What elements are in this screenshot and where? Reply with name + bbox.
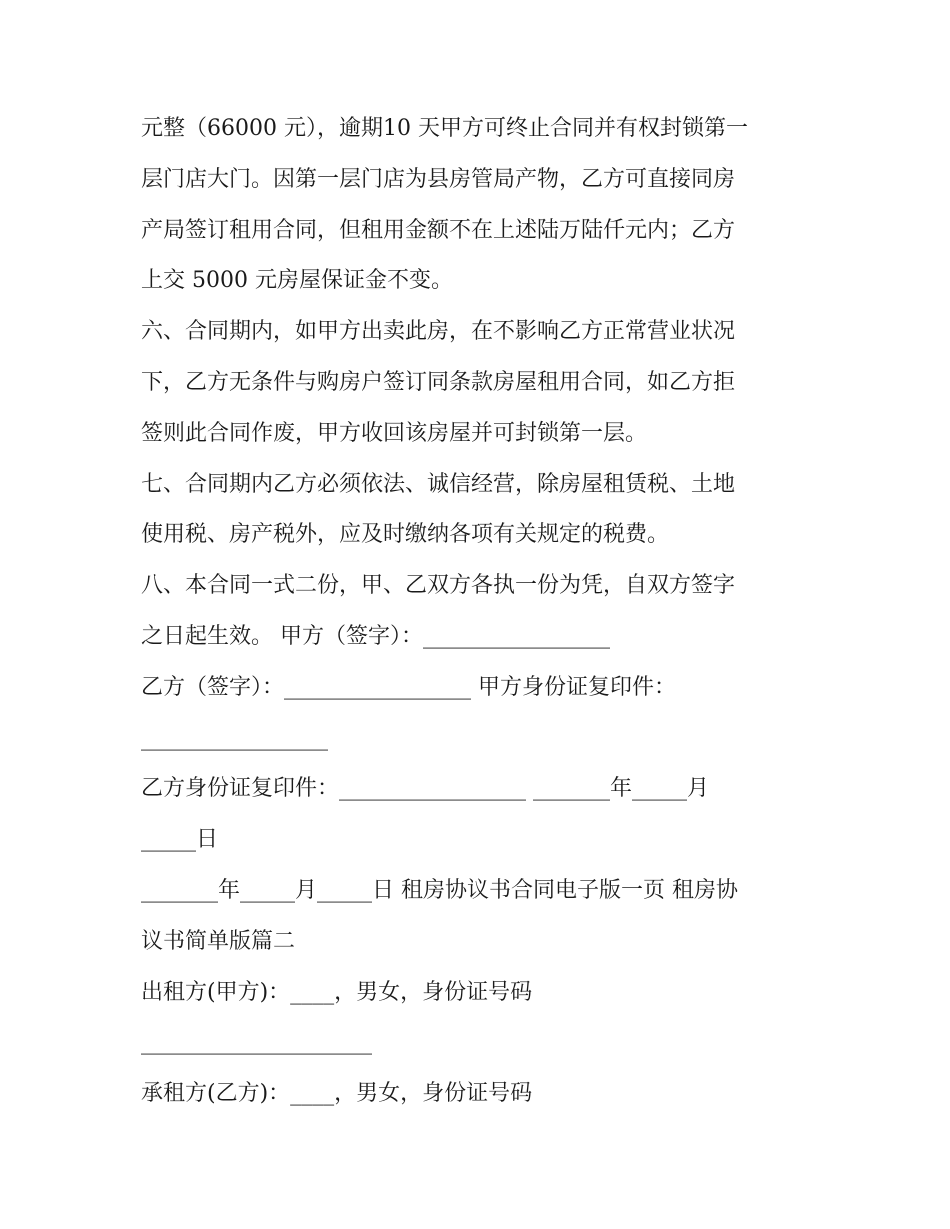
clause-seven-line-2: 使用税、房产税外，应及时缴纳各项有关规定的税费。 — [141, 522, 670, 548]
party-b-signature-line: 乙方（签字）：_________________ 甲方身份证复印件： — [141, 674, 676, 700]
clause-six-line-2: 下，乙方无条件与购房户签订同条款房屋租用合同，如乙方拒 — [141, 369, 736, 395]
lessee-line: 承租方(乙方)：____，男女，身份证号码 — [141, 1081, 533, 1107]
clause-six-line-3: 签则此合同作废，甲方收回该房屋并可封锁第一层。 — [141, 420, 648, 446]
document-body — [141, 104, 813, 1120]
text-line-2: 层门店大门。因第一层门店为县房管局产物，乙方可直接同房 — [141, 166, 736, 192]
text-line-4: 上交 5000 元房屋保证金不变。 — [141, 268, 453, 294]
clause-seven-line-1: 七、合同期内乙方必须依法、诚信经营，除房屋租赁税、土地 — [141, 471, 736, 497]
party-a-signature-line: 之日起生效。 甲方（签字）：_________________ — [141, 623, 610, 649]
date-and-heading-line: _______年_____月_____日 租房协议书合同电子版一页 租房协 — [141, 877, 738, 903]
lessor-line: 出租方(甲方)：____，男女，身份证号码 — [141, 979, 533, 1005]
date-day-blank: _____日 — [141, 827, 219, 853]
clause-six-line-1: 六、合同期内，如甲方出卖此房，在不影响乙方正常营业状况 — [141, 319, 736, 345]
text-line-3: 产局签订租用合同，但租用金额不在上述陆万陆仟元内；乙方 — [141, 217, 736, 243]
clause-eight-line-1: 八、本合同一式二份，甲、乙双方各执一份为凭，自双方签字 — [141, 573, 736, 599]
section-heading-line: 议书简单版篇二 — [141, 928, 296, 954]
lessor-id-blank: _____________________ — [141, 1030, 372, 1056]
party-a-id-copy-blank: _________________ — [141, 725, 328, 751]
party-b-id-copy-line: 乙方身份证复印件：_________________ _______年_____月 — [141, 776, 709, 802]
text-line-1: 元整（66000 元），逾期10 天甲方可终止合同并有权封锁第一 — [141, 116, 748, 141]
